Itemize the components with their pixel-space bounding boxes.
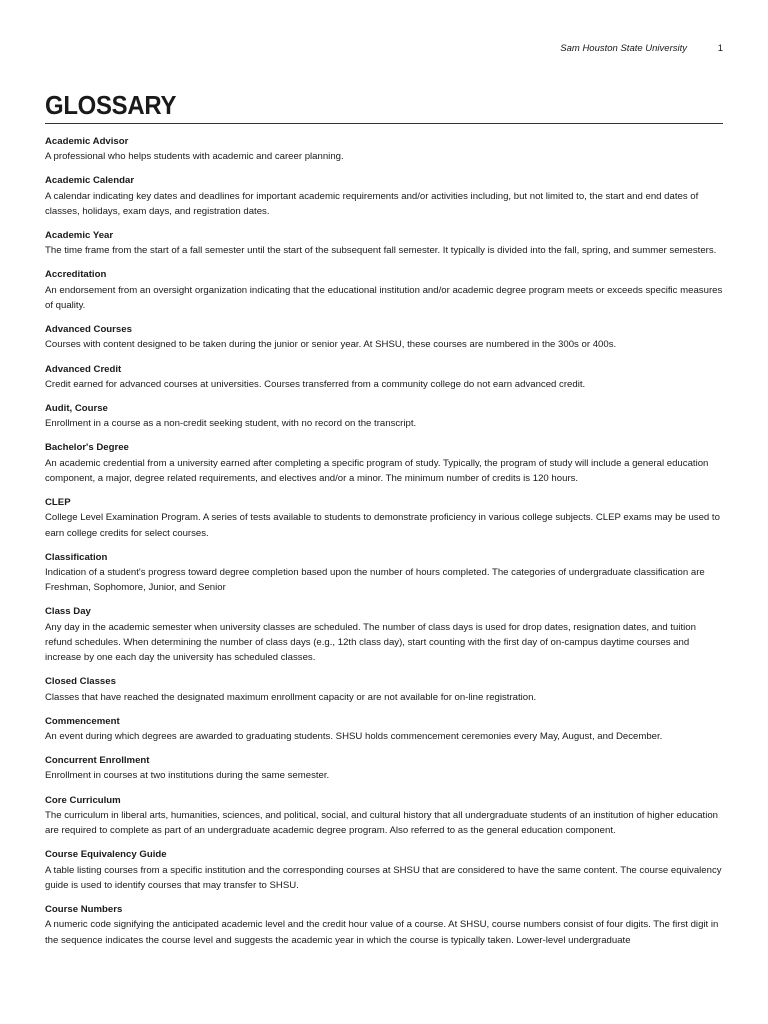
- glossary-definition: College Level Examination Program. A series of tests available to students to demonstrate proficiency in various college subjects. CLEP exams may be used to earn college credits for select courses.: [45, 512, 720, 539]
- glossary-definition: Courses with content designed to be taken during the junior or senior year. At SHSU, these courses are numbered in the 300s or 400s.: [45, 339, 617, 351]
- glossary-entry: [45, 550, 725, 596]
- glossary-definition: Enrollment in a course as a non-credit seeking student, with no record on the transcript.: [45, 418, 417, 430]
- glossary-entry: [45, 267, 725, 313]
- glossary-term: Academic Year: [45, 230, 114, 242]
- page-title: GLOSSARY: [45, 90, 177, 120]
- glossary-term: Commencement: [45, 715, 120, 727]
- glossary-definition: A professional who helps students with academic and career planning.: [45, 151, 344, 163]
- glossary-definition: Any day in the academic semester when university classes are scheduled. The number of class days is used for drop dates, resignation dates, and tuition refund schedules. When determining the number of class days (e.g., 12th class day), start counting with the first day of on-campus daytime courses and increase by one each day the university has scheduled classes.: [45, 621, 696, 664]
- glossary-entry: [45, 714, 725, 745]
- glossary-term: Classification: [45, 551, 108, 563]
- glossary-entry: [45, 604, 725, 665]
- glossary-definition: The time frame from the start of a fall semester until the start of the subsequent fall semester. It typically is divided into the fall, spring, and summer semesters.: [45, 245, 717, 257]
- glossary-entry: [45, 793, 725, 839]
- glossary-list: [45, 134, 725, 957]
- glossary-entry: [45, 495, 725, 541]
- glossary-entry: [45, 228, 725, 259]
- glossary-term: Bachelor's Degree: [45, 442, 129, 454]
- glossary-definition: A numeric code signifying the anticipated academic level and the credit hour value of a course. At SHSU, course numbers consist of four digits. The first digit in the sequence indicates the course level and suggests the academic year in which the course is typically taken. Lower-level undergraduate: [45, 919, 719, 946]
- glossary-entry: [45, 134, 725, 165]
- institution-name: Sam Houston State University: [560, 43, 687, 54]
- glossary-entry: [45, 440, 725, 486]
- running-header: [0, 43, 768, 59]
- glossary-definition: A calendar indicating key dates and deadlines for important academic requirements and/or activities including, but not limited to, the start and end dates of classes, holidays, exam days, and registration dates.: [45, 190, 699, 217]
- glossary-term: Core Curriculum: [45, 794, 121, 806]
- glossary-definition: Classes that have reached the designated maximum enrollment capacity or are not available for on-line registration.: [45, 691, 537, 703]
- glossary-term: Advanced Courses: [45, 324, 132, 336]
- glossary-term: Closed Classes: [45, 676, 116, 688]
- glossary-entry: [45, 847, 725, 893]
- glossary-definition: An endorsement from an oversight organization indicating that the educational institution and/or academic degree program meets or exceeds specific measures of quality.: [45, 284, 723, 312]
- glossary-definition: An academic credential from a university earned after completing a specific program of study. Typically, the program of study will include a general education component, a major, degree related requirements, and electives and/or a minor. The minimum number of credits is 120 hours.: [45, 457, 709, 484]
- glossary-entry: [45, 902, 725, 948]
- glossary-term: Academic Advisor: [45, 136, 129, 147]
- glossary-definition: An event during which degrees are awarded to graduating students. SHSU holds commencement ceremonies every May, August, and December.: [45, 731, 663, 743]
- glossary-entry: [45, 362, 725, 393]
- glossary-definition: Indication of a student's progress toward degree completion based upon the number of hours completed. The categories of undergraduate classification are Freshman, Sophomore, Junior, and Senior: [45, 567, 705, 594]
- glossary-term: Audit, Course: [45, 402, 108, 414]
- title-divider: [45, 123, 723, 124]
- glossary-entry: [45, 674, 725, 705]
- glossary-entry: [45, 753, 725, 784]
- glossary-definition: A table listing courses from a specific institution and the corresponding courses at SHSU that are considered to have the same content. The course equivalency guide is used to identify courses that may transfer to SHSU.: [45, 864, 722, 891]
- glossary-term: CLEP: [45, 497, 71, 509]
- glossary-definition: Enrollment in courses at two institutions during the same semester.: [45, 770, 330, 782]
- glossary-term: Advanced Credit: [45, 363, 122, 375]
- glossary-definition: Credit earned for advanced courses at universities. Courses transferred from a community college do not earn advanced credit.: [45, 378, 586, 390]
- glossary-entry: [45, 173, 725, 219]
- page-number: 1: [717, 43, 723, 54]
- glossary-term: Course Numbers: [45, 903, 123, 915]
- glossary-term: Accreditation: [45, 269, 107, 281]
- glossary-definition: The curriculum in liberal arts, humanities, sciences, and political, social, and cultural history that all undergraduate students of an institution of higher education are required to complete as part of an undergraduate academic degree program. Also referred to as the general education component.: [45, 809, 718, 837]
- glossary-term: Class Day: [45, 606, 91, 618]
- glossary-term: Course Equivalency Guide: [45, 849, 167, 861]
- glossary-term: Academic Calendar: [45, 175, 135, 187]
- glossary-term: Concurrent Enrollment: [45, 755, 150, 767]
- glossary-entry: [45, 322, 725, 353]
- glossary-entry: [45, 401, 725, 432]
